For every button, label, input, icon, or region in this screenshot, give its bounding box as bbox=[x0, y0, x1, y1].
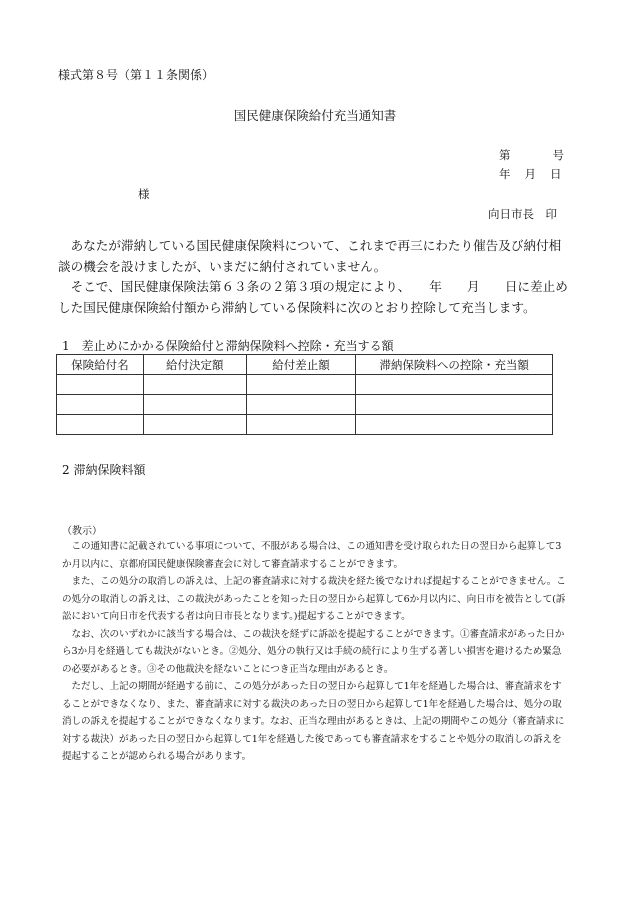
date-day: 日 bbox=[550, 167, 562, 181]
notice-paragraph-2: また、この処分の取消しの訴えは、上記の審査請求に対する裁決を経た後でなければ提起することができません。この処分の取消しの訴えは、この裁決があったことを知った日の翌日から起算して6か月以内に、向日市を被告として(訴訟において向日市を代表する者は向日市長となります。)提起することができます。 bbox=[62, 576, 566, 622]
addressee-suffix: 様 bbox=[138, 187, 150, 201]
table-cell bbox=[246, 395, 356, 415]
table-row bbox=[57, 395, 553, 415]
notice-heading: （教示） bbox=[62, 526, 102, 537]
table-row bbox=[57, 375, 553, 395]
body-text bbox=[58, 236, 573, 318]
document-number-line bbox=[499, 147, 564, 163]
table-cell bbox=[246, 375, 356, 395]
issue-date-line bbox=[499, 166, 562, 182]
document-title: 国民健康保険給付充当通知書 bbox=[233, 108, 397, 123]
table-cell bbox=[57, 375, 144, 395]
deduction-table bbox=[56, 354, 553, 435]
table-cell bbox=[356, 415, 553, 435]
table-cell bbox=[143, 375, 246, 395]
column-header: 給付決定額 bbox=[143, 355, 246, 375]
table-cell bbox=[246, 415, 356, 435]
date-month: 月 bbox=[524, 167, 536, 181]
form-number: 様式第８号（第１１条関係） bbox=[58, 68, 215, 82]
table-cell bbox=[143, 395, 246, 415]
table-cell bbox=[143, 415, 246, 435]
section2-heading: 2 滞納保険料額 bbox=[62, 463, 146, 477]
column-header: 滞納保険料への控除・充当額 bbox=[356, 355, 553, 375]
notice-paragraph-4: ただし、上記の期間が経過する前に、この処分があった日の翌日から起算して1年を経過した場合は、審査請求をすることができなくなり、また、審査請求に対する裁決のあった日の翌日から起算して1年を経過した場合は、処分の取消しの訴えを提起することができなくなります。なお、正当な理由があるときは、上記の期間やこの処分（審査請求に対する裁決）があった日の翌日から起算して1年を経過した後であっても審査請求をすることや処分の取消しの訴えを提起することが認められる場合があります。 bbox=[62, 681, 565, 762]
body-paragraph-2: そこで、国民健康保険法第６３条の２第３項の規定により、 年 月 日に差止めした国民健康保険給付額から滞納している保険料に次のとおり控除して充当します。 bbox=[58, 279, 568, 315]
date-year: 年 bbox=[499, 167, 511, 181]
column-header: 保険給付名 bbox=[57, 355, 144, 375]
section1-heading: 1 差止めにかかる保険給付と滞納保険料へ控除・充当する額 bbox=[62, 339, 394, 353]
table-cell bbox=[356, 375, 553, 395]
number-go: 号 bbox=[552, 148, 564, 162]
table-cell bbox=[57, 395, 144, 415]
notice-paragraph-1: この通知書に記載されている事項について、不服がある場合は、この通知書を受け取られた日の翌日から起算して3か月以内に、京都府国民健康保険審査会に対して審査請求することができます。 bbox=[62, 541, 562, 570]
issuer-signature: 向日市長 印 bbox=[488, 207, 557, 221]
notice-text bbox=[62, 538, 570, 766]
body-paragraph-1: あなたが滞納している国民健康保険料について、これまで再三にわたり催告及び納付相談の機会を設けましたが、いまだに納付されていません。 bbox=[58, 238, 562, 274]
table-cell bbox=[57, 415, 144, 435]
table-cell bbox=[356, 395, 553, 415]
number-dai: 第 bbox=[499, 148, 511, 162]
column-header: 給付差止額 bbox=[246, 355, 356, 375]
table-row bbox=[57, 415, 553, 435]
table-header-row bbox=[57, 355, 553, 375]
notice-paragraph-3: なお、次のいずれかに該当する場合は、この裁決を経ずに訴訟を提起することができます。①審査請求があった日から3か月を経過しても裁決がないとき。②処分、処分の執行又は手続の続行により生ずる著しい損害を避けるため緊急の必要があるとき。③その他裁決を経ないことにつき正当な理由があるとき。 bbox=[62, 628, 565, 675]
